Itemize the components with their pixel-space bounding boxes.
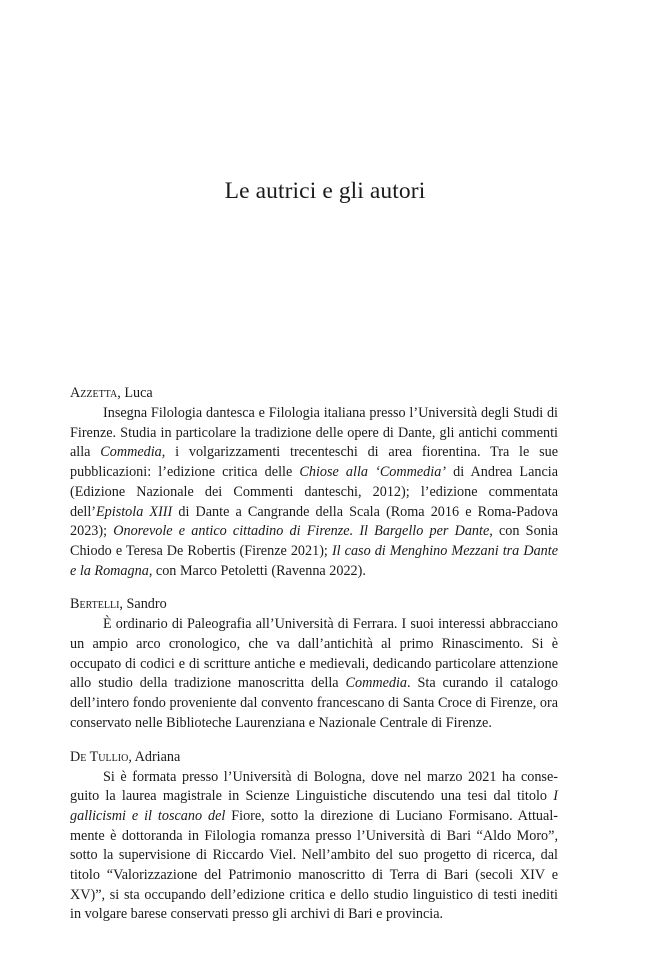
- bio-text: di Andrea Lancia (Edizione Nazionale dei Commenti danteschi, 2012); l’edizione commentata dell’: [70, 464, 559, 520]
- author-entry: [70, 383, 558, 581]
- bio-text: , con Marco Petoletti (Ravenna 2022).: [148, 562, 366, 579]
- bio-text: , con Sonia Chiodo e Teresa De Robertis (Firenze 2021);: [70, 523, 558, 559]
- italic-title-text: Commedia: [100, 444, 162, 461]
- bio-text: , i volgarizzamenti trecenteschi di area fiorentina. Tra le sue pubblicazioni: l’edizione critica delle: [70, 444, 558, 481]
- italic-title-text: I gallicismi e il toscano del: [70, 788, 558, 824]
- author-entry: [70, 594, 558, 733]
- author-name: [70, 594, 558, 615]
- author-given-name: , Sandro: [119, 596, 167, 613]
- author-entry: [70, 747, 558, 926]
- italic-title-text: Chiose alla ‘Commedia’: [299, 464, 447, 481]
- author-bio: [70, 768, 558, 926]
- bio-text: Insegna Filologia dantesca e Filologia italiana presso l’Università degli Studi di Firenze. Studia in particolare la tradizione delle opere di Dante, gli antichi commenti alla: [70, 405, 558, 461]
- author-name: [70, 383, 558, 404]
- author-surname: Azzetta: [70, 385, 118, 401]
- italic-title-text: Il caso di Menghino Mezzani tra Dante e la Romagna: [70, 542, 559, 579]
- author-bio: [70, 615, 558, 733]
- author-given-name: , Luca: [117, 385, 153, 401]
- bio-text: Si è formata presso l’Università di Bologna, dove nel marzo 2021 ha conseguito la laurea magistrale in Scienze Linguistiche discutendo una tesi dal titolo: [70, 768, 558, 805]
- bio-text: di Dante a Cangrande della Scala (Roma 2016 e Roma-Padova 2023);: [70, 503, 558, 540]
- italic-title-text: Commedia: [345, 675, 408, 692]
- author-given-name: , Adriana: [128, 748, 181, 765]
- italic-title-text: Epistola XIII: [96, 503, 173, 520]
- author-surname: Bertelli: [70, 596, 120, 613]
- author-bio: [70, 404, 558, 581]
- author-surname: De Tullio: [70, 748, 129, 765]
- bio-text: . Sta curando il catalogo dell’intero fondo proveniente dal convento francescano di Santa Croce di Firenze, ora conservato nelle Biblioteche Laurenziana e Nazionale Centrale di Firenze.: [70, 675, 558, 731]
- page-title: Le autrici e gli autori: [224, 178, 426, 204]
- author-name: [70, 747, 558, 768]
- author-list: [70, 383, 558, 938]
- bio-text: Fiore, sotto la direzione di Luciano Formisano. Attualmente è dottoranda in Filologia romanza presso l’Università di Bari “Aldo Moro”, sotto la supervisione di Riccardo Viel. Nell’ambito del suo progetto di ricerca, dal titolo “Valorizzazione del Patrimonio manoscritto di Terra di Bari (secoli XIV e XV)”, si sta occupando dell’edizione critica e dello studio linguistico di testi inediti in volgare barese conservati presso gli archivi di Bari e provincia.: [70, 807, 558, 923]
- bio-text: È ordinario di Paleografia all’Università di Ferrara. I suoi interessi abbracciano un ampio arco cronologico, che va dall’antichità al primo Rinascimento. Si è occupato di codici e di scritture antiche e medievali, dedicando particolare attenzione allo studio della tradizione manoscritta della: [70, 616, 558, 692]
- italic-title-text: Onorevole e antico cittadino di Firenze. Il Bargello per Dante: [113, 523, 490, 540]
